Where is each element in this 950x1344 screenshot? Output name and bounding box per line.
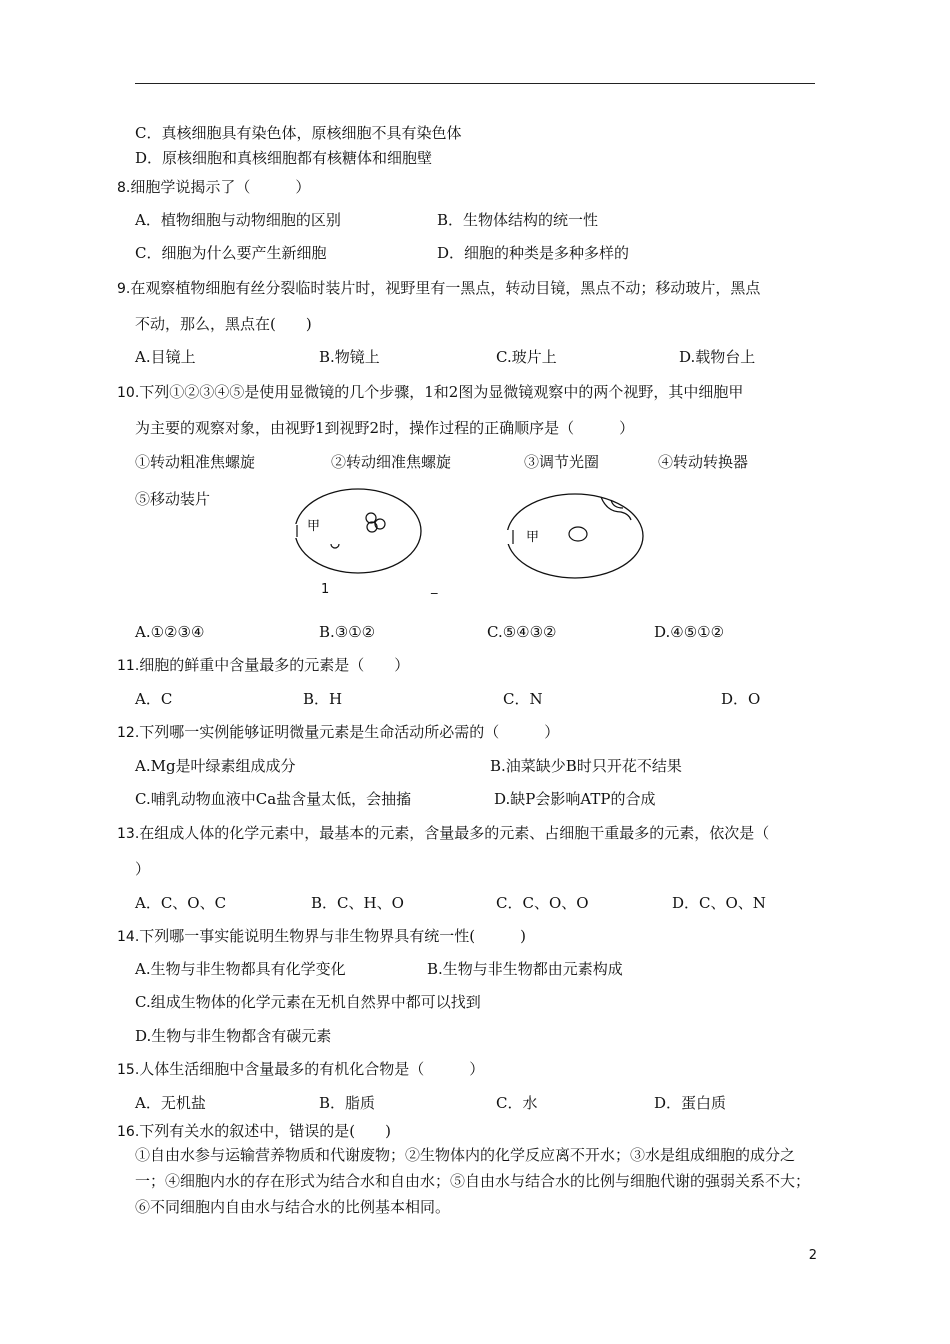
q11-option-c: C．N	[503, 690, 543, 708]
question-number: 11.	[117, 658, 140, 674]
q7-option-c: C．真核细胞具有染色体，原核细胞不具有染色体	[135, 124, 462, 142]
q10-step-3: ③调节光圈	[524, 453, 600, 471]
question-number: 12.	[117, 725, 140, 741]
q12-option-d: D.缺P会影响ATP的合成	[494, 790, 656, 808]
question-12	[117, 722, 559, 743]
q14-option-c: C.组成生物体的化学元素在无机自然界中都可以找到	[135, 993, 481, 1011]
question-number: 10.	[117, 385, 140, 401]
question-stem: 在观察植物细胞有丝分裂临时装片时，视野里有一黑点，转动目镜，黑点不动；移动玻片，黑点	[130, 279, 761, 297]
question-stem: 下列哪一事实能说明生物界与非生物界具有统一性( )	[139, 927, 526, 945]
question-9	[117, 278, 760, 299]
q11-option-d: D．O	[721, 690, 761, 708]
question-stem: 细胞学说揭示了（ ）	[130, 178, 311, 196]
microscope-fields-figure	[285, 484, 665, 584]
question-14	[117, 926, 526, 947]
field-2-label-jia: 甲	[526, 530, 540, 545]
question-stem: 下列①②③④⑤是使用显微镜的几个步骤，1和2图为显微镜观察中的两个视野，其中细胞甲	[139, 383, 744, 401]
q10-step-1: ①转动粗准焦螺旋	[135, 453, 256, 471]
q11-option-a: A．C	[135, 690, 173, 708]
q9-stem-continued: 不动，那么，黑点在( )	[135, 315, 312, 333]
question-stem: 下列有关水的叙述中，错误的是( )	[139, 1122, 391, 1140]
q14-option-d: D.生物与非生物都含有碳元素	[135, 1027, 332, 1045]
field-2-cell	[569, 527, 587, 541]
q12-option-c: C.哺乳动物血液中Ca盐含量太低，会抽搐	[135, 790, 412, 808]
question-15	[117, 1059, 484, 1080]
q8-option-b: B．生物体结构的统一性	[437, 211, 599, 229]
q9-option-d: D.载物台上	[679, 348, 756, 366]
q15-option-a: A．无机盐	[135, 1094, 206, 1112]
q13-option-d: D．C、O、N	[672, 894, 766, 912]
q16-statements: ①自由水参与运输营养物质和代谢废物；②生物体内的化学反应离不开水；③水是组成细胞的成分之一；④细胞内水的存在形式为结合水和自由水；⑤自由水与结合水的比例与细胞代谢的强弱关系不大；⑥不同细胞内自由水与结合水的比例基本相同。	[135, 1146, 811, 1216]
q13-option-c: C．C、O、O	[496, 894, 589, 912]
q11-option-b: B．H	[303, 690, 343, 708]
page-number: 2	[808, 1248, 817, 1263]
question-stem: 在组成人体的化学元素中，最基本的元素，含量最多的元素、占细胞干重最多的元素，依次是（	[139, 824, 770, 842]
question-8	[117, 177, 310, 198]
question-number: 15.	[117, 1062, 140, 1078]
q14-option-b: B.生物与非生物都由元素构成	[427, 960, 623, 978]
header-rule	[135, 83, 815, 84]
q13-option-a: A．C、O、C	[135, 894, 227, 912]
q10-option-c: C.⑤④③②	[487, 623, 557, 641]
q9-option-b: B.物镜上	[319, 348, 380, 366]
question-13	[117, 823, 769, 844]
question-number: 13.	[117, 826, 140, 842]
q8-option-a: A．植物细胞与动物细胞的区别	[135, 211, 341, 229]
q15-option-d: D．蛋白质	[654, 1094, 727, 1112]
q13-option-b: B．C、H、O	[311, 894, 404, 912]
q10-step-4: ④转动转换器	[658, 453, 749, 471]
q8-option-c: C．细胞为什么要产生新细胞	[135, 244, 327, 262]
question-number: 16.	[117, 1124, 140, 1140]
q15-option-b: B．脂质	[319, 1094, 376, 1112]
q10-option-b: B.③①②	[319, 623, 376, 641]
q9-option-c: C.玻片上	[496, 348, 557, 366]
question-number: 8.	[117, 180, 131, 196]
field-2-number: _	[431, 580, 438, 595]
question-number: 14.	[117, 929, 140, 945]
q8-option-d: D．细胞的种类是多种多样的	[437, 244, 630, 262]
question-10	[117, 382, 743, 403]
q10-step-5: ⑤移动装片	[135, 490, 211, 508]
q10-stem-continued: 为主要的观察对象，由视野1到视野2时，操作过程的正确顺序是（ ）	[135, 419, 635, 437]
q15-option-c: C．水	[496, 1094, 538, 1112]
q10-step-2: ②转动细准焦螺旋	[331, 453, 452, 471]
question-stem: 下列哪一实例能够证明微量元素是生命活动所必需的（ ）	[139, 723, 560, 741]
question-stem: 人体生活细胞中含量最多的有机化合物是（ ）	[139, 1060, 485, 1078]
q7-option-d: D．原核细胞和真核细胞都有核糖体和细胞壁	[135, 149, 433, 167]
question-stem: 细胞的鲜重中含量最多的元素是（ ）	[139, 656, 410, 674]
field-1-number: 1	[321, 582, 330, 597]
question-number: 9.	[117, 281, 131, 297]
question-11	[117, 655, 409, 676]
q10-option-a: A.①②③④	[135, 623, 205, 641]
q13-stem-continued: ）	[135, 860, 151, 878]
q9-option-a: A.目镜上	[135, 348, 196, 366]
q14-option-a: A.生物与非生物都具有化学变化	[135, 960, 346, 978]
q12-option-b: B.油菜缺少B时只开花不结果	[490, 757, 682, 775]
q12-option-a: A.Mg是叶绿素组成成分	[135, 757, 296, 775]
field-1-small-cell	[331, 544, 339, 548]
q10-option-d: D.④⑤①②	[654, 623, 725, 641]
question-16	[117, 1121, 391, 1142]
field-1-label-jia: 甲	[307, 519, 321, 534]
